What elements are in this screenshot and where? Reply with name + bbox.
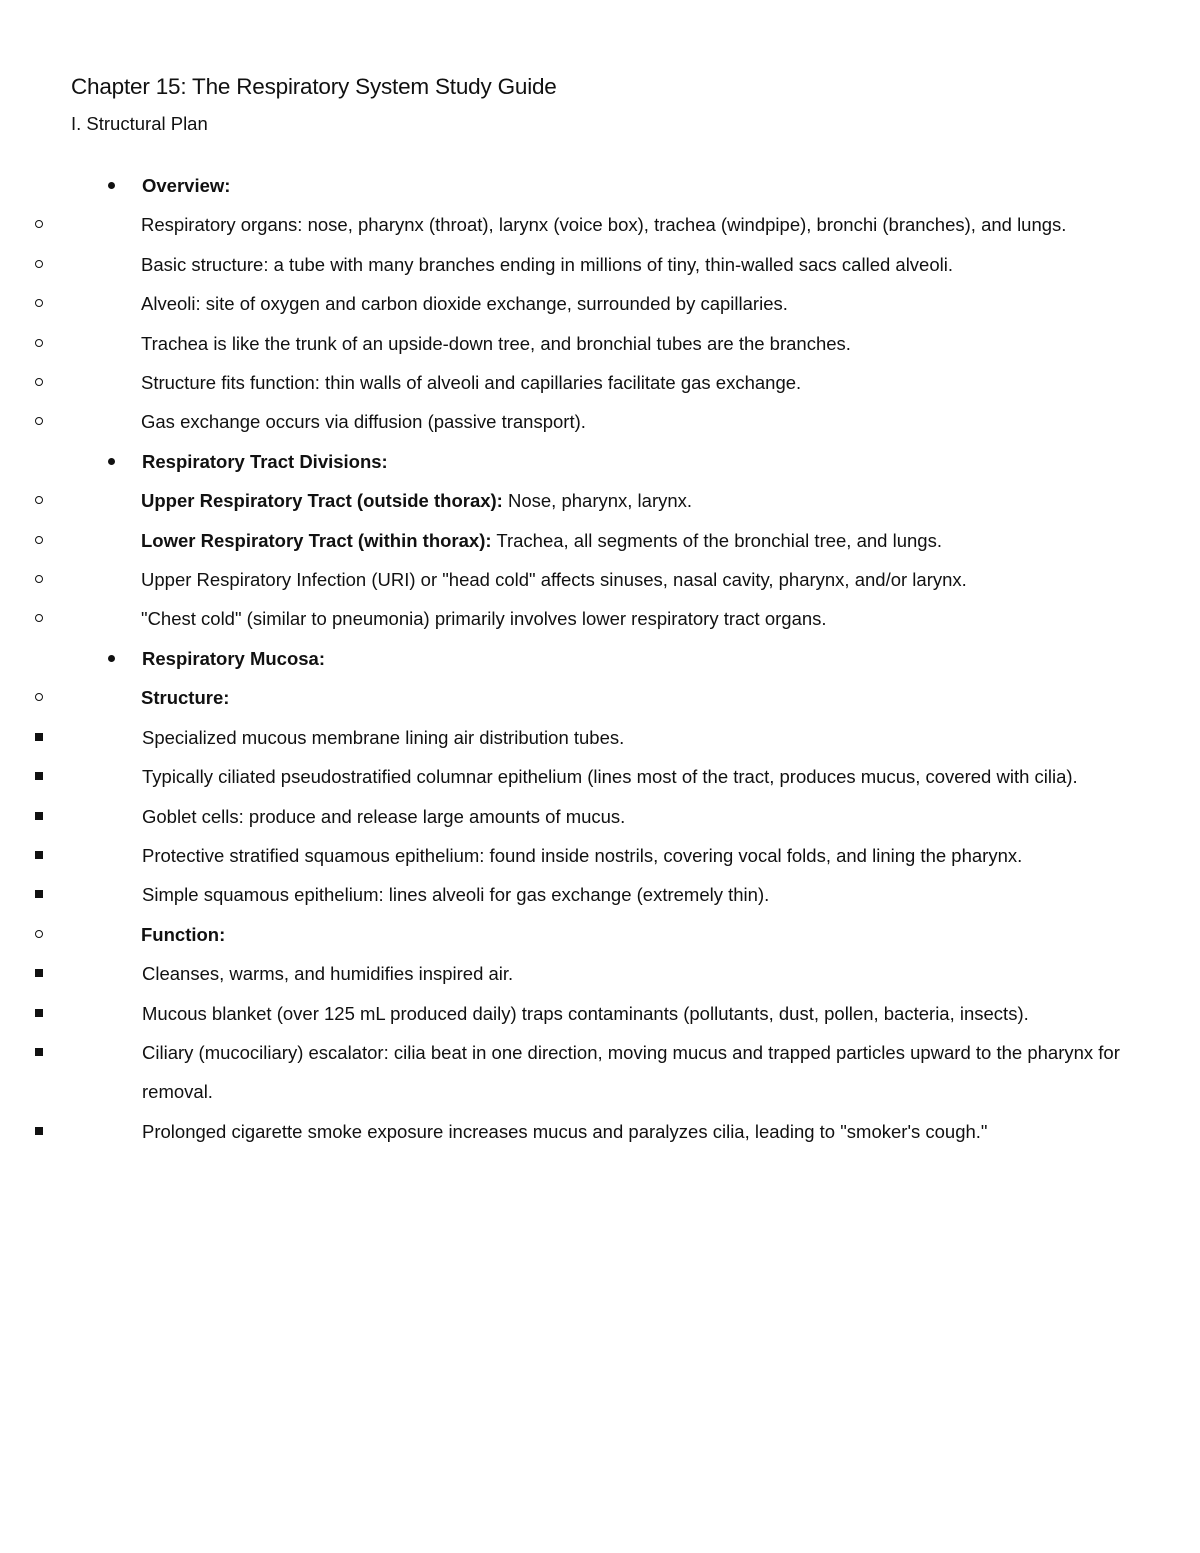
square-bullet-icon bbox=[35, 851, 43, 859]
list-item bbox=[71, 875, 1131, 914]
hollow-bullet-icon bbox=[35, 693, 43, 701]
list-item bbox=[71, 836, 1131, 875]
hollow-bullet-icon bbox=[35, 496, 43, 504]
overview-sublist-wrapper bbox=[71, 205, 1131, 441]
list-item bbox=[71, 599, 1131, 638]
list-item-structure bbox=[71, 678, 1131, 717]
outline-item-overview bbox=[71, 166, 1131, 205]
list-item-text: Typically ciliated pseudostratified columnar epithelium (lines most of the tract, produces mucus, covered with cilia). bbox=[142, 766, 1078, 788]
list-item bbox=[71, 1112, 1131, 1151]
outline-item-mucosa bbox=[71, 639, 1131, 678]
hollow-bullet-icon bbox=[35, 220, 43, 228]
list-item-text: Specialized mucous membrane lining air distribution tubes. bbox=[142, 726, 625, 748]
hollow-bullet-icon bbox=[35, 378, 43, 386]
list-item bbox=[71, 363, 1131, 402]
filled-bullet-icon bbox=[108, 182, 115, 189]
document-page bbox=[71, 72, 1131, 1151]
square-bullet-icon bbox=[35, 969, 43, 977]
upper-tract-text: Nose, pharynx, larynx. bbox=[502, 490, 693, 512]
hollow-bullet-icon bbox=[35, 614, 43, 622]
function-sublist bbox=[1, 954, 1131, 1151]
filled-bullet-icon bbox=[108, 458, 115, 465]
list-item bbox=[71, 994, 1131, 1033]
list-item-text: Cleanses, warms, and humidifies inspired air. bbox=[142, 963, 514, 985]
square-bullet-icon bbox=[35, 890, 43, 898]
square-bullet-icon bbox=[35, 772, 43, 780]
divisions-sublist bbox=[0, 481, 1131, 639]
function-sublist-wrapper bbox=[71, 954, 1131, 1151]
hollow-bullet-icon bbox=[35, 575, 43, 583]
hollow-bullet-icon bbox=[35, 339, 43, 347]
list-item-text: Goblet cells: produce and release large amounts of mucus. bbox=[142, 805, 626, 827]
structure-label: Structure: bbox=[141, 687, 230, 709]
hollow-bullet-icon bbox=[35, 536, 43, 544]
list-item bbox=[71, 324, 1131, 363]
list-item bbox=[71, 402, 1131, 441]
divisions-label: Respiratory Tract Divisions: bbox=[142, 450, 388, 472]
list-item bbox=[71, 521, 1131, 560]
list-item-text: Simple squamous epithelium: lines alveoli for gas exchange (extremely thin). bbox=[142, 884, 770, 906]
function-label: Function: bbox=[141, 923, 226, 945]
list-item bbox=[71, 284, 1131, 323]
mucosa-sublist-wrapper bbox=[71, 678, 1131, 1151]
upper-tract-term: Upper Respiratory Tract (outside thorax): bbox=[141, 490, 503, 512]
square-bullet-icon bbox=[35, 733, 43, 741]
list-item-text: Structure fits function: thin walls of alveoli and capillaries facilitate gas exchange. bbox=[141, 372, 802, 394]
list-item bbox=[71, 954, 1131, 993]
list-item-text: Protective stratified squamous epithelium: found inside nostrils, covering vocal folds, and lining the pharynx. bbox=[142, 844, 1023, 866]
square-bullet-icon bbox=[35, 1127, 43, 1135]
overview-label: Overview: bbox=[142, 175, 231, 196]
list-item-text: Gas exchange occurs via diffusion (passive transport). bbox=[141, 411, 586, 433]
list-item bbox=[71, 560, 1131, 599]
square-bullet-icon bbox=[35, 1048, 43, 1056]
list-item-text: Alveoli: site of oxygen and carbon dioxide exchange, surrounded by capillaries. bbox=[141, 293, 788, 315]
list-item-text: "Chest cold" (similar to pneumonia) primarily involves lower respiratory tract organs. bbox=[141, 608, 827, 630]
mucosa-sublist bbox=[0, 678, 1131, 1151]
square-bullet-icon bbox=[35, 1009, 43, 1017]
mucosa-label: Respiratory Mucosa: bbox=[142, 647, 325, 669]
page-title: Chapter 15: The Respiratory System Study Guide bbox=[71, 74, 557, 99]
hollow-bullet-icon bbox=[35, 260, 43, 268]
section-heading: I. Structural Plan bbox=[71, 113, 208, 134]
filled-bullet-icon bbox=[108, 655, 115, 662]
list-item bbox=[71, 797, 1131, 836]
list-item-text: Upper Respiratory Infection (URI) or "head cold" affects sinuses, nasal cavity, pharynx, and/or larynx. bbox=[141, 569, 967, 591]
list-item-text: Trachea is like the trunk of an upside-down tree, and bronchial tubes are the branches. bbox=[141, 332, 851, 354]
hollow-bullet-icon bbox=[35, 417, 43, 425]
list-item bbox=[71, 245, 1131, 284]
list-item-text: Prolonged cigarette smoke exposure increases mucus and paralyzes cilia, leading to "smoker's cough." bbox=[142, 1120, 988, 1142]
square-bullet-icon bbox=[35, 812, 43, 820]
lower-tract-term: Lower Respiratory Tract (within thorax): bbox=[141, 529, 492, 551]
list-item bbox=[71, 718, 1131, 757]
list-item bbox=[71, 757, 1131, 796]
structure-sublist-wrapper bbox=[71, 718, 1131, 915]
hollow-bullet-icon bbox=[35, 930, 43, 938]
lower-tract-text: Trachea, all segments of the bronchial tree, and lungs. bbox=[491, 529, 942, 551]
overview-sublist bbox=[0, 205, 1131, 441]
list-item-function bbox=[71, 915, 1131, 954]
list-item bbox=[71, 1033, 1131, 1112]
list-item-text: Basic structure: a tube with many branches ending in millions of tiny, thin-walled sacs called alveoli. bbox=[141, 253, 953, 275]
list-item-text: Mucous blanket (over 125 mL produced daily) traps contaminants (pollutants, dust, pollen, bacteria, insects). bbox=[142, 1002, 1029, 1024]
list-item-text: Respiratory organs: nose, pharynx (throat), larynx (voice box), trachea (windpipe), bronchi (branches), and lungs. bbox=[141, 214, 1067, 236]
list-item bbox=[71, 481, 1131, 520]
outline-item-divisions bbox=[71, 442, 1131, 481]
list-item bbox=[71, 205, 1131, 244]
structure-sublist bbox=[1, 718, 1131, 915]
list-item-text: Ciliary (mucociliary) escalator: cilia beat in one direction, moving mucus and trapped particles upward to the pharynx for removal. bbox=[142, 1041, 1120, 1103]
divisions-sublist-wrapper bbox=[71, 481, 1131, 639]
outline-list bbox=[71, 166, 1131, 1151]
hollow-bullet-icon bbox=[35, 299, 43, 307]
